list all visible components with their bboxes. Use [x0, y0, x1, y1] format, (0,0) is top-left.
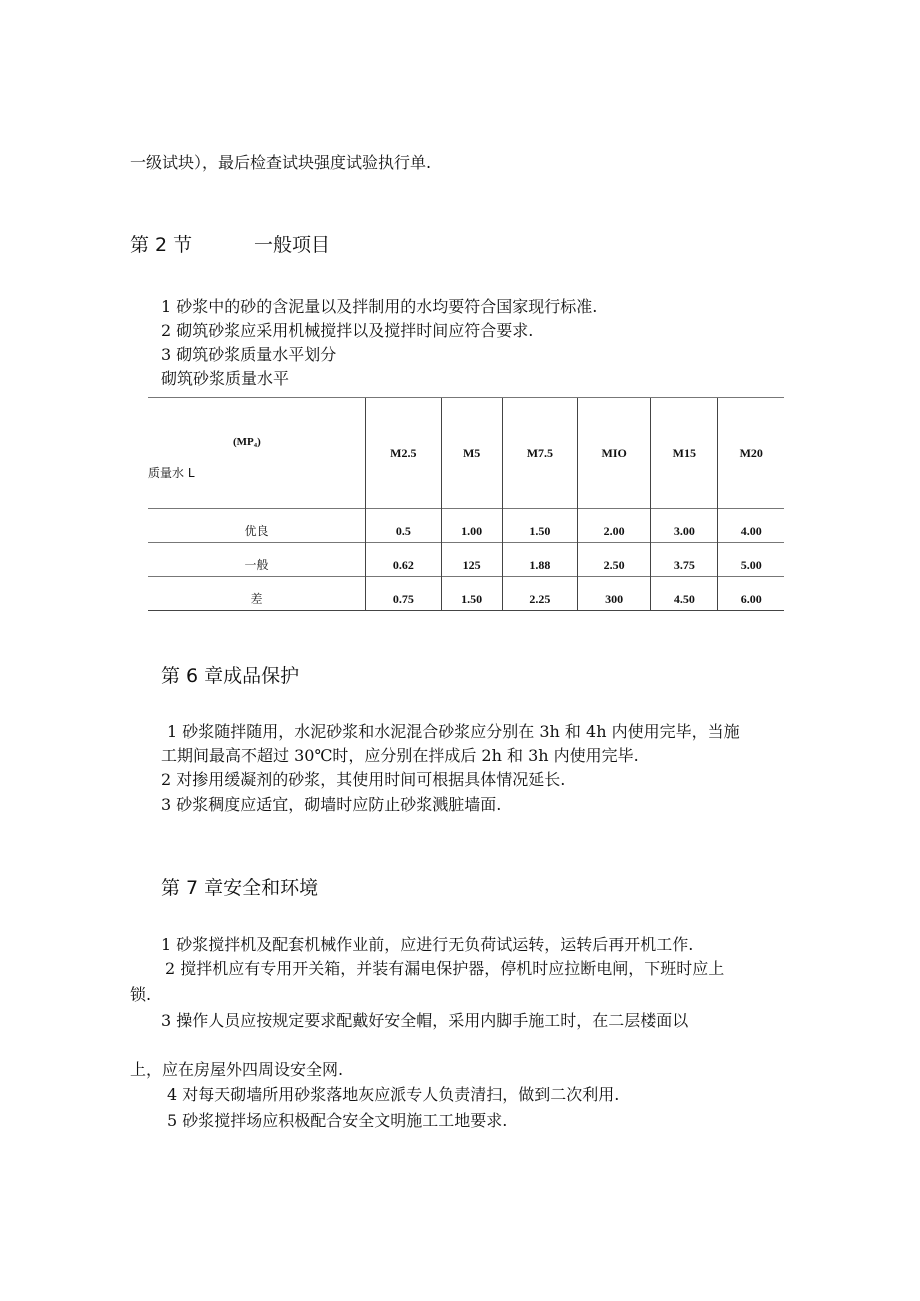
table-cell: 1.50 — [441, 577, 502, 611]
table-row — [148, 577, 784, 611]
column-header: M5 — [441, 398, 502, 509]
table-cell: 300 — [578, 577, 651, 611]
column-header: MIO — [578, 398, 651, 509]
table-cell: 0.75 — [366, 577, 442, 611]
column-header: M15 — [651, 398, 718, 509]
chapter-title: 第 6 章成品保护 — [161, 665, 300, 687]
table-cell: 6.00 — [718, 577, 784, 611]
table-cell: 3.00 — [651, 509, 718, 543]
list-item: 3 砌筑砂浆质量水平划分 — [161, 345, 337, 364]
table-cell: 125 — [441, 543, 502, 577]
table-cell: 2.25 — [502, 577, 578, 611]
paragraph-line: 5 砂浆搅拌场应积极配合安全文明施工工地要求. — [167, 1111, 508, 1130]
paragraph-line: 一级试块），最后检查试块强度试验执行单. — [130, 153, 432, 172]
table-cell: 0.62 — [366, 543, 442, 577]
row-label: 差 — [148, 577, 366, 611]
paragraph-line: 4 对每天砌墙所用砂浆落地灰应派专人负责清扫，做到二次利用. — [167, 1085, 620, 1104]
table-cell: 1.88 — [502, 543, 578, 577]
table-cell: 4.50 — [651, 577, 718, 611]
table-cell: 1.50 — [502, 509, 578, 543]
table-cell: 1.00 — [441, 509, 502, 543]
paragraph-line: 2 搅拌机应有专用开关箱，并装有漏电保护器，停机时应拉断电闸，下班时应上 — [165, 959, 725, 978]
column-header: M7.5 — [502, 398, 578, 509]
table-corner-cell — [148, 398, 366, 509]
paragraph-line: 3 砂浆稠度应适宜，砌墙时应防止砂浆溅脏墙面. — [161, 795, 502, 814]
section-number: 第 2 节 — [130, 234, 193, 256]
unit-label: (MP₄) — [233, 436, 261, 448]
corner-label: 质量水 L — [148, 466, 195, 480]
column-header: M20 — [718, 398, 784, 509]
paragraph-line: 3 操作人员应按规定要求配戴好安全帽，采用内脚手施工时，在二层楼面以 — [161, 1011, 689, 1030]
table-cell: 5.00 — [718, 543, 784, 577]
paragraph-line: 1 砂浆随拌随用，水泥砂浆和水泥混合砂浆应分别在 3h 和 4h 内使用完毕，当施 — [167, 722, 740, 741]
row-label: 一般 — [148, 543, 366, 577]
section-title: 一般项目 — [254, 234, 331, 256]
list-item: 1 砂浆中的砂的含泥量以及拌制用的水均要符合国家现行标准. — [161, 297, 598, 316]
column-header: M2.5 — [366, 398, 442, 509]
table-cell: 2.50 — [578, 543, 651, 577]
paragraph-line: 1 砂浆搅拌机及配套机械作业前，应进行无负荷试运转，运转后再开机工作. — [161, 935, 694, 954]
paragraph-line: 2 对掺用缓凝剂的砂浆，其使用时间可根据具体情况延长. — [161, 770, 566, 789]
list-item: 2 砌筑砂浆应采用机械搅拌以及搅拌时间应符合要求. — [161, 321, 534, 340]
table-cell: 0.5 — [366, 509, 442, 543]
row-label: 优良 — [148, 509, 366, 543]
table-caption: 砌筑砂浆质量水平 — [161, 369, 290, 388]
paragraph-line: 锁. — [130, 985, 152, 1004]
table-cell: 2.00 — [578, 509, 651, 543]
table-cell: 3.75 — [651, 543, 718, 577]
table-row — [148, 543, 784, 577]
paragraph-line: 上，应在房屋外四周设安全网. — [130, 1060, 344, 1079]
mortar-quality-table — [148, 397, 784, 611]
table-header-row — [148, 398, 784, 509]
table-cell: 4.00 — [718, 509, 784, 543]
table-row — [148, 509, 784, 543]
chapter-title: 第 7 章安全和环境 — [161, 877, 319, 899]
paragraph-line: 工期间最高不超过 30℃时，应分别在拌成后 2h 和 3h 内使用完毕. — [161, 746, 639, 765]
